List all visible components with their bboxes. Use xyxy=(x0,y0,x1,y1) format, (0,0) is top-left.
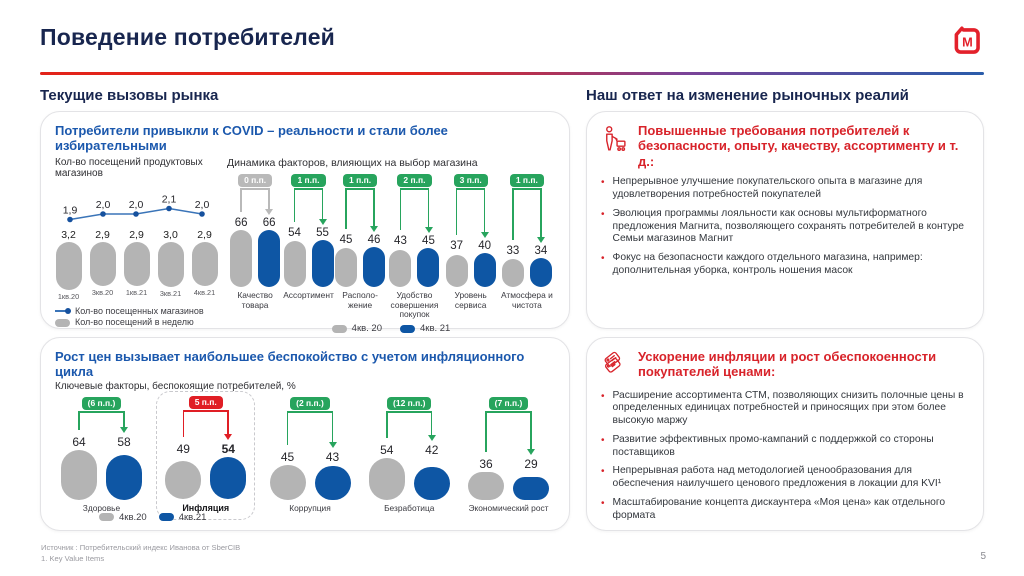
bar-group-stack xyxy=(284,174,334,287)
b-left-icon xyxy=(345,188,347,229)
bar-pair xyxy=(446,253,496,287)
b-top-icon xyxy=(241,188,269,190)
visits-bar xyxy=(158,242,184,287)
bar-group xyxy=(386,174,442,321)
bar-pair xyxy=(61,450,142,500)
bar-value-label: 42 xyxy=(425,442,439,457)
visits-bar xyxy=(90,242,116,286)
gradient-divider xyxy=(40,72,984,75)
b-arrow-icon xyxy=(481,232,489,238)
visits-bar-column xyxy=(55,229,82,301)
bracket-arrow-icon xyxy=(387,411,432,441)
category-label: Качество товара xyxy=(237,289,273,310)
bar-prev-period xyxy=(468,472,504,500)
x-axis-label: 3кв.21 xyxy=(159,288,182,298)
bar-value-label: 66 xyxy=(234,216,248,229)
b-right-icon xyxy=(268,188,270,209)
left-column-header: Текущие вызовы рынка xyxy=(40,86,219,104)
delta-badge: 1 п.п. xyxy=(343,174,377,187)
category-label: Уровень сервиса xyxy=(454,289,487,310)
bullet-dot-icon: • xyxy=(601,497,605,509)
legend-item xyxy=(55,306,227,317)
b-left-icon xyxy=(512,188,514,240)
bar-group-stack xyxy=(270,397,351,500)
b-top-icon xyxy=(457,188,485,190)
svg-text:М: М xyxy=(962,34,973,50)
bar-prev-period xyxy=(389,250,411,287)
bar-group xyxy=(468,397,549,514)
bar-value-label: 45 xyxy=(339,233,353,246)
b-left-icon xyxy=(287,411,289,445)
blue-bar-marker-icon xyxy=(159,513,174,521)
b-right-icon xyxy=(123,411,125,427)
bullet-dot-icon: • xyxy=(601,466,605,478)
content-grid xyxy=(40,111,984,531)
b-right-icon xyxy=(428,188,430,227)
b-arrow-icon xyxy=(329,442,337,448)
svg-text:2,0: 2,0 xyxy=(128,198,144,211)
bullet-text: Непрерывная работа над методологией ценообразования для обеспечения наилучшего ценового предложения в локации для KVI¹ xyxy=(612,465,942,490)
bar-curr-period xyxy=(210,457,246,499)
bar-curr-period xyxy=(417,248,439,287)
bar-pair xyxy=(270,465,351,500)
bar-value-label: 40 xyxy=(478,239,492,252)
b-left-icon xyxy=(485,411,487,452)
bar-curr-period xyxy=(312,240,334,287)
b-left-icon xyxy=(78,411,80,430)
delta-badge: 5 п.п. xyxy=(189,396,223,409)
bar-value-label: 43 xyxy=(325,449,340,464)
bar-curr-period xyxy=(474,253,496,287)
bar-curr-period xyxy=(363,247,385,287)
visits-bar-column xyxy=(123,229,150,301)
b-top-icon xyxy=(387,411,432,413)
bar-group xyxy=(369,397,450,514)
bar-value-label: 54 xyxy=(288,226,301,239)
visits-chart xyxy=(55,157,227,335)
bar-group-stack xyxy=(389,174,439,287)
highlighted-group xyxy=(156,391,255,521)
b-arrow-icon xyxy=(319,219,327,225)
b-top-icon xyxy=(295,188,323,190)
b-arrow-icon xyxy=(425,227,433,233)
bar-value-label: 64 xyxy=(72,434,86,449)
header xyxy=(40,24,984,63)
bar-group-stack xyxy=(61,397,142,500)
blue-bar-marker-icon xyxy=(400,325,415,333)
bar-group xyxy=(334,174,387,311)
visits-bar-chart xyxy=(55,229,227,301)
category-label: Удобство совершения покупок xyxy=(390,289,439,320)
bracket-arrow-icon xyxy=(513,188,541,243)
gray-bar-marker-icon xyxy=(55,319,70,327)
bar-prev-period xyxy=(270,465,306,500)
x-axis-label: 4кв.21 xyxy=(193,287,216,297)
b-left-icon xyxy=(456,188,458,235)
value-labels xyxy=(61,435,142,449)
column-headers xyxy=(40,87,984,104)
bar-value-label: 45 xyxy=(280,449,295,464)
bar-value-label: 46 xyxy=(367,233,381,246)
bar-curr-period xyxy=(513,477,549,500)
category-label: Безработица xyxy=(384,502,435,513)
safety-response-header xyxy=(601,123,969,170)
visits-bar-column xyxy=(89,229,116,301)
bar-value-label: 36 xyxy=(479,456,493,471)
bullet-text: Расширение ассортимента СТМ, позволяющих снизить полочные цены в определенных единицах потребностей и приносящих при этом более высокую маржу xyxy=(612,389,964,427)
bar-group-stack xyxy=(165,396,246,499)
bracket-arrow-icon xyxy=(400,188,428,233)
bracket-arrow-icon xyxy=(79,411,124,433)
bar-group xyxy=(227,174,283,311)
delta-badge: (12 п.п.) xyxy=(387,397,431,410)
delta-badge: (2 п.п.) xyxy=(290,397,330,410)
b-top-icon xyxy=(400,188,428,190)
visits-bar xyxy=(192,242,218,286)
b-right-icon xyxy=(484,188,486,232)
covid-panel-body xyxy=(55,157,555,335)
gray-bar-marker-icon xyxy=(332,325,347,333)
bullet-text: Эволюция программы лояльности как основы мультиформатного предложения Магнита, позволяющего сохранять потребителей в контуре Семьи магазинов Магнит xyxy=(612,207,964,245)
bar-value-label: 34 xyxy=(534,244,548,257)
b-right-icon xyxy=(431,411,433,435)
worries-legend xyxy=(99,512,206,523)
bar-group-stack xyxy=(369,397,450,500)
bullet-item xyxy=(601,176,969,202)
delta-badge: 0 п.п. xyxy=(238,174,272,187)
page-title: Поведение потребителей xyxy=(40,24,336,50)
legend-label: 4кв. 20 xyxy=(351,323,382,335)
bar-pair xyxy=(389,248,439,287)
value-labels xyxy=(389,235,439,247)
b-arrow-icon xyxy=(428,435,436,441)
bar-group xyxy=(61,397,142,514)
inflation-worries-panel xyxy=(40,337,570,531)
bar-group-stack xyxy=(446,174,496,287)
value-labels xyxy=(230,217,280,229)
b-left-icon xyxy=(240,188,242,212)
value-labels xyxy=(446,240,496,252)
worries-chart-title: Ключевые факторы, беспокоящие потребителей, % xyxy=(55,380,296,392)
bar-value-label: 54 xyxy=(221,441,235,456)
value-labels xyxy=(335,234,385,246)
worries-groups xyxy=(55,397,555,515)
b-top-icon xyxy=(486,411,531,413)
bar-group-stack xyxy=(502,174,552,287)
visits-bar-column xyxy=(191,229,218,301)
legend-label: Кол-во посещенных магазинов xyxy=(75,305,204,316)
category-label: Располо-жение xyxy=(342,289,378,310)
bullet-item xyxy=(601,390,969,428)
bar-group-stack xyxy=(468,397,549,500)
bar-value-label: 55 xyxy=(316,226,329,239)
bullet-text: Непрерывное улучшение покупательского опыта в магазине для удовлетворения потребностей покупателей xyxy=(612,176,923,201)
svg-text:2,1: 2,1 xyxy=(161,193,177,206)
visits-chart-title: Кол-во посещений продуктовых магазинов xyxy=(55,156,203,180)
category-label: Ассортимент xyxy=(283,289,334,300)
bracket-arrow-icon xyxy=(241,188,269,215)
bar-group xyxy=(283,174,334,301)
bar-curr-period xyxy=(315,466,351,500)
delta-badge: 3 п.п. xyxy=(454,174,488,187)
category-label: Здоровье xyxy=(82,502,121,513)
bar-prev-period xyxy=(284,241,306,287)
visits-bar xyxy=(124,242,150,286)
line-marker-icon xyxy=(55,310,70,312)
bracket-arrow-icon xyxy=(288,411,333,448)
price-tag-icon xyxy=(601,350,629,383)
bar-prev-period xyxy=(165,461,201,499)
b-top-icon xyxy=(513,188,541,190)
bar-group xyxy=(443,174,499,311)
factors-chart xyxy=(227,157,555,335)
bar-pair xyxy=(468,472,549,500)
b-arrow-icon xyxy=(224,434,232,440)
bracket-arrow-icon xyxy=(346,188,374,232)
bar-value-label: 66 xyxy=(262,216,276,229)
x-axis-label: 3кв.20 xyxy=(91,287,114,297)
bar-value-label: 45 xyxy=(422,234,435,247)
bar-pair xyxy=(502,258,552,287)
bar-pair xyxy=(165,457,246,499)
bar-pair xyxy=(335,247,385,287)
bar-value-label: 3,2 xyxy=(61,228,76,241)
bar-pair xyxy=(230,230,280,287)
factors-chart-title: Динамика факторов, влияющих на выбор магазина xyxy=(227,156,478,169)
b-right-icon xyxy=(373,188,375,226)
visits-bar-column xyxy=(157,229,184,301)
delta-badge: 1 п.п. xyxy=(291,174,325,187)
bracket-arrow-icon xyxy=(457,188,485,238)
b-top-icon xyxy=(79,411,124,413)
category-label: Атмосфера и чистота xyxy=(501,289,553,310)
value-labels xyxy=(502,245,552,257)
visits-line-chart xyxy=(55,181,223,229)
bar-group-stack xyxy=(230,174,280,287)
shopper-with-cart-icon xyxy=(601,124,629,161)
svg-text:2,0: 2,0 xyxy=(194,198,210,211)
bullet-dot-icon: • xyxy=(601,177,605,189)
pricing-bullet-list xyxy=(601,390,969,523)
delta-badge: 2 п.п. xyxy=(397,174,431,187)
bar-curr-period xyxy=(258,230,280,287)
b-top-icon xyxy=(346,188,374,190)
bar-group xyxy=(270,397,351,514)
bar-value-label: 58 xyxy=(117,434,131,449)
bar-prev-period xyxy=(446,255,468,287)
bullet-item xyxy=(601,465,969,491)
legend-item xyxy=(99,512,147,523)
b-left-icon xyxy=(386,411,388,438)
pricing-response-header xyxy=(601,349,969,383)
bar-group-stack xyxy=(335,174,385,287)
b-arrow-icon xyxy=(527,449,535,455)
bar-value-label: 2,9 xyxy=(95,228,110,241)
bar-curr-period xyxy=(106,455,142,500)
b-right-icon xyxy=(227,410,229,434)
right-column-header: Наш ответ на изменение рыночных реалий xyxy=(586,86,909,104)
bar-value-label: 2,9 xyxy=(129,228,144,241)
bar-group xyxy=(499,174,555,311)
b-arrow-icon xyxy=(265,209,273,215)
bullet-text: Фокус на безопасности каждого отдельного магазина, например: дополнительная уборка, контроль ношения масок xyxy=(612,252,923,276)
bullet-text: Развитие эффективных промо-кампаний с поддержкой со стороны поставщиков xyxy=(612,433,934,458)
x-axis-label: 1кв.21 xyxy=(125,287,148,297)
safety-response-panel xyxy=(586,111,984,329)
covid-panel-title: Потребители привыкли к COVID – реальности и стали более избирательными xyxy=(55,122,448,153)
delta-badge: (7 п.п.) xyxy=(489,397,529,410)
b-arrow-icon xyxy=(370,226,378,232)
covid-behaviour-panel xyxy=(40,111,570,335)
bar-prev-period xyxy=(502,259,524,287)
delta-badge: 1 п.п. xyxy=(510,174,544,187)
pricing-response-panel xyxy=(586,337,984,531)
bullet-item xyxy=(601,434,969,460)
bar-value-label: 37 xyxy=(450,239,464,252)
bullet-text: Масштабирование концепта дискаунтера «Моя цена» как отдельного формата xyxy=(612,496,946,521)
legend-item xyxy=(332,323,382,334)
value-labels xyxy=(165,442,246,456)
bar-curr-period xyxy=(414,467,450,500)
gray-bar-marker-icon xyxy=(99,513,114,521)
legend-item xyxy=(55,317,227,328)
b-left-icon xyxy=(294,188,296,222)
magnit-logo-icon xyxy=(950,24,984,63)
bar-pair xyxy=(284,240,334,287)
legend-label: 4кв. 21 xyxy=(420,323,451,335)
bracket-arrow-icon xyxy=(486,411,531,455)
visits-bar xyxy=(56,242,82,290)
delta-badge: (6 п.п.) xyxy=(82,397,122,410)
bullet-item xyxy=(601,208,969,246)
bullet-dot-icon: • xyxy=(601,390,605,402)
footnotes xyxy=(41,542,240,564)
b-top-icon xyxy=(288,411,333,413)
value-labels xyxy=(270,450,351,464)
bracket-arrow-icon xyxy=(295,188,323,225)
safety-bullet-list xyxy=(601,176,969,277)
visits-legend xyxy=(55,306,227,329)
bar-value-label: 2,9 xyxy=(197,228,212,241)
legend-label: 4кв.21 xyxy=(178,511,207,523)
bar-value-label: 29 xyxy=(524,456,538,471)
bar-prev-period xyxy=(230,230,252,287)
b-right-icon xyxy=(530,411,532,449)
legend-label: 4кв.20 xyxy=(119,511,147,523)
bracket-arrow-icon xyxy=(183,410,228,440)
legend-item xyxy=(159,512,207,523)
bar-value-label: 49 xyxy=(176,441,190,456)
bar-value-label: 33 xyxy=(506,244,520,257)
category-label: Коррупция xyxy=(289,502,331,513)
footnote: 1. Key Value Items xyxy=(41,554,105,563)
bullet-dot-icon: • xyxy=(601,434,605,446)
bar-curr-period xyxy=(530,258,552,287)
bar-pair xyxy=(369,458,450,500)
pricing-response-title: Ускорение инфляции и рост обеспокоенности покупателей ценами: xyxy=(638,348,937,380)
category-label: Экономический рост xyxy=(468,502,549,513)
page-number: 5 xyxy=(980,551,986,562)
bar-prev-period xyxy=(61,450,97,500)
svg-text:2,0: 2,0 xyxy=(95,198,111,211)
bullet-dot-icon: • xyxy=(601,253,605,265)
bar-group xyxy=(165,396,246,514)
b-right-icon xyxy=(322,188,324,219)
b-right-icon xyxy=(540,188,542,237)
svg-text:1,9: 1,9 xyxy=(62,204,78,217)
b-right-icon xyxy=(332,411,334,442)
b-arrow-icon xyxy=(537,237,545,243)
bullet-dot-icon: • xyxy=(601,208,605,220)
safety-response-title: Повышенные требования потребителей к безопасности, опыту, качеству, ассортименту и т. д.: xyxy=(638,122,959,169)
b-left-icon xyxy=(183,410,185,437)
bar-prev-period xyxy=(369,458,405,500)
b-left-icon xyxy=(400,188,402,230)
legend-label: Кол-во посещений в неделю xyxy=(75,316,194,327)
bullet-item xyxy=(601,252,969,278)
category-label: Инфляция xyxy=(182,502,230,513)
bar-prev-period xyxy=(335,248,357,287)
bar-value-label: 43 xyxy=(394,234,407,247)
bullet-item xyxy=(601,497,969,523)
bar-value-label: 3,0 xyxy=(163,228,178,241)
value-labels xyxy=(468,457,549,471)
bar-value-label: 54 xyxy=(380,442,394,457)
source-note: Источник : Потребительский индекс Иванова от SberCIB xyxy=(41,543,241,552)
value-labels xyxy=(369,443,450,457)
b-top-icon xyxy=(183,410,228,412)
x-axis-label: 1кв.20 xyxy=(57,291,80,301)
b-arrow-icon xyxy=(120,427,128,433)
value-labels xyxy=(284,227,334,239)
inflation-panel-title: Рост цен вызывает наибольшее беспокойство с учетом инфляционного цикла xyxy=(55,348,525,379)
legend-item xyxy=(400,323,450,334)
factors-legend xyxy=(227,323,555,334)
factors-groups xyxy=(227,174,555,321)
